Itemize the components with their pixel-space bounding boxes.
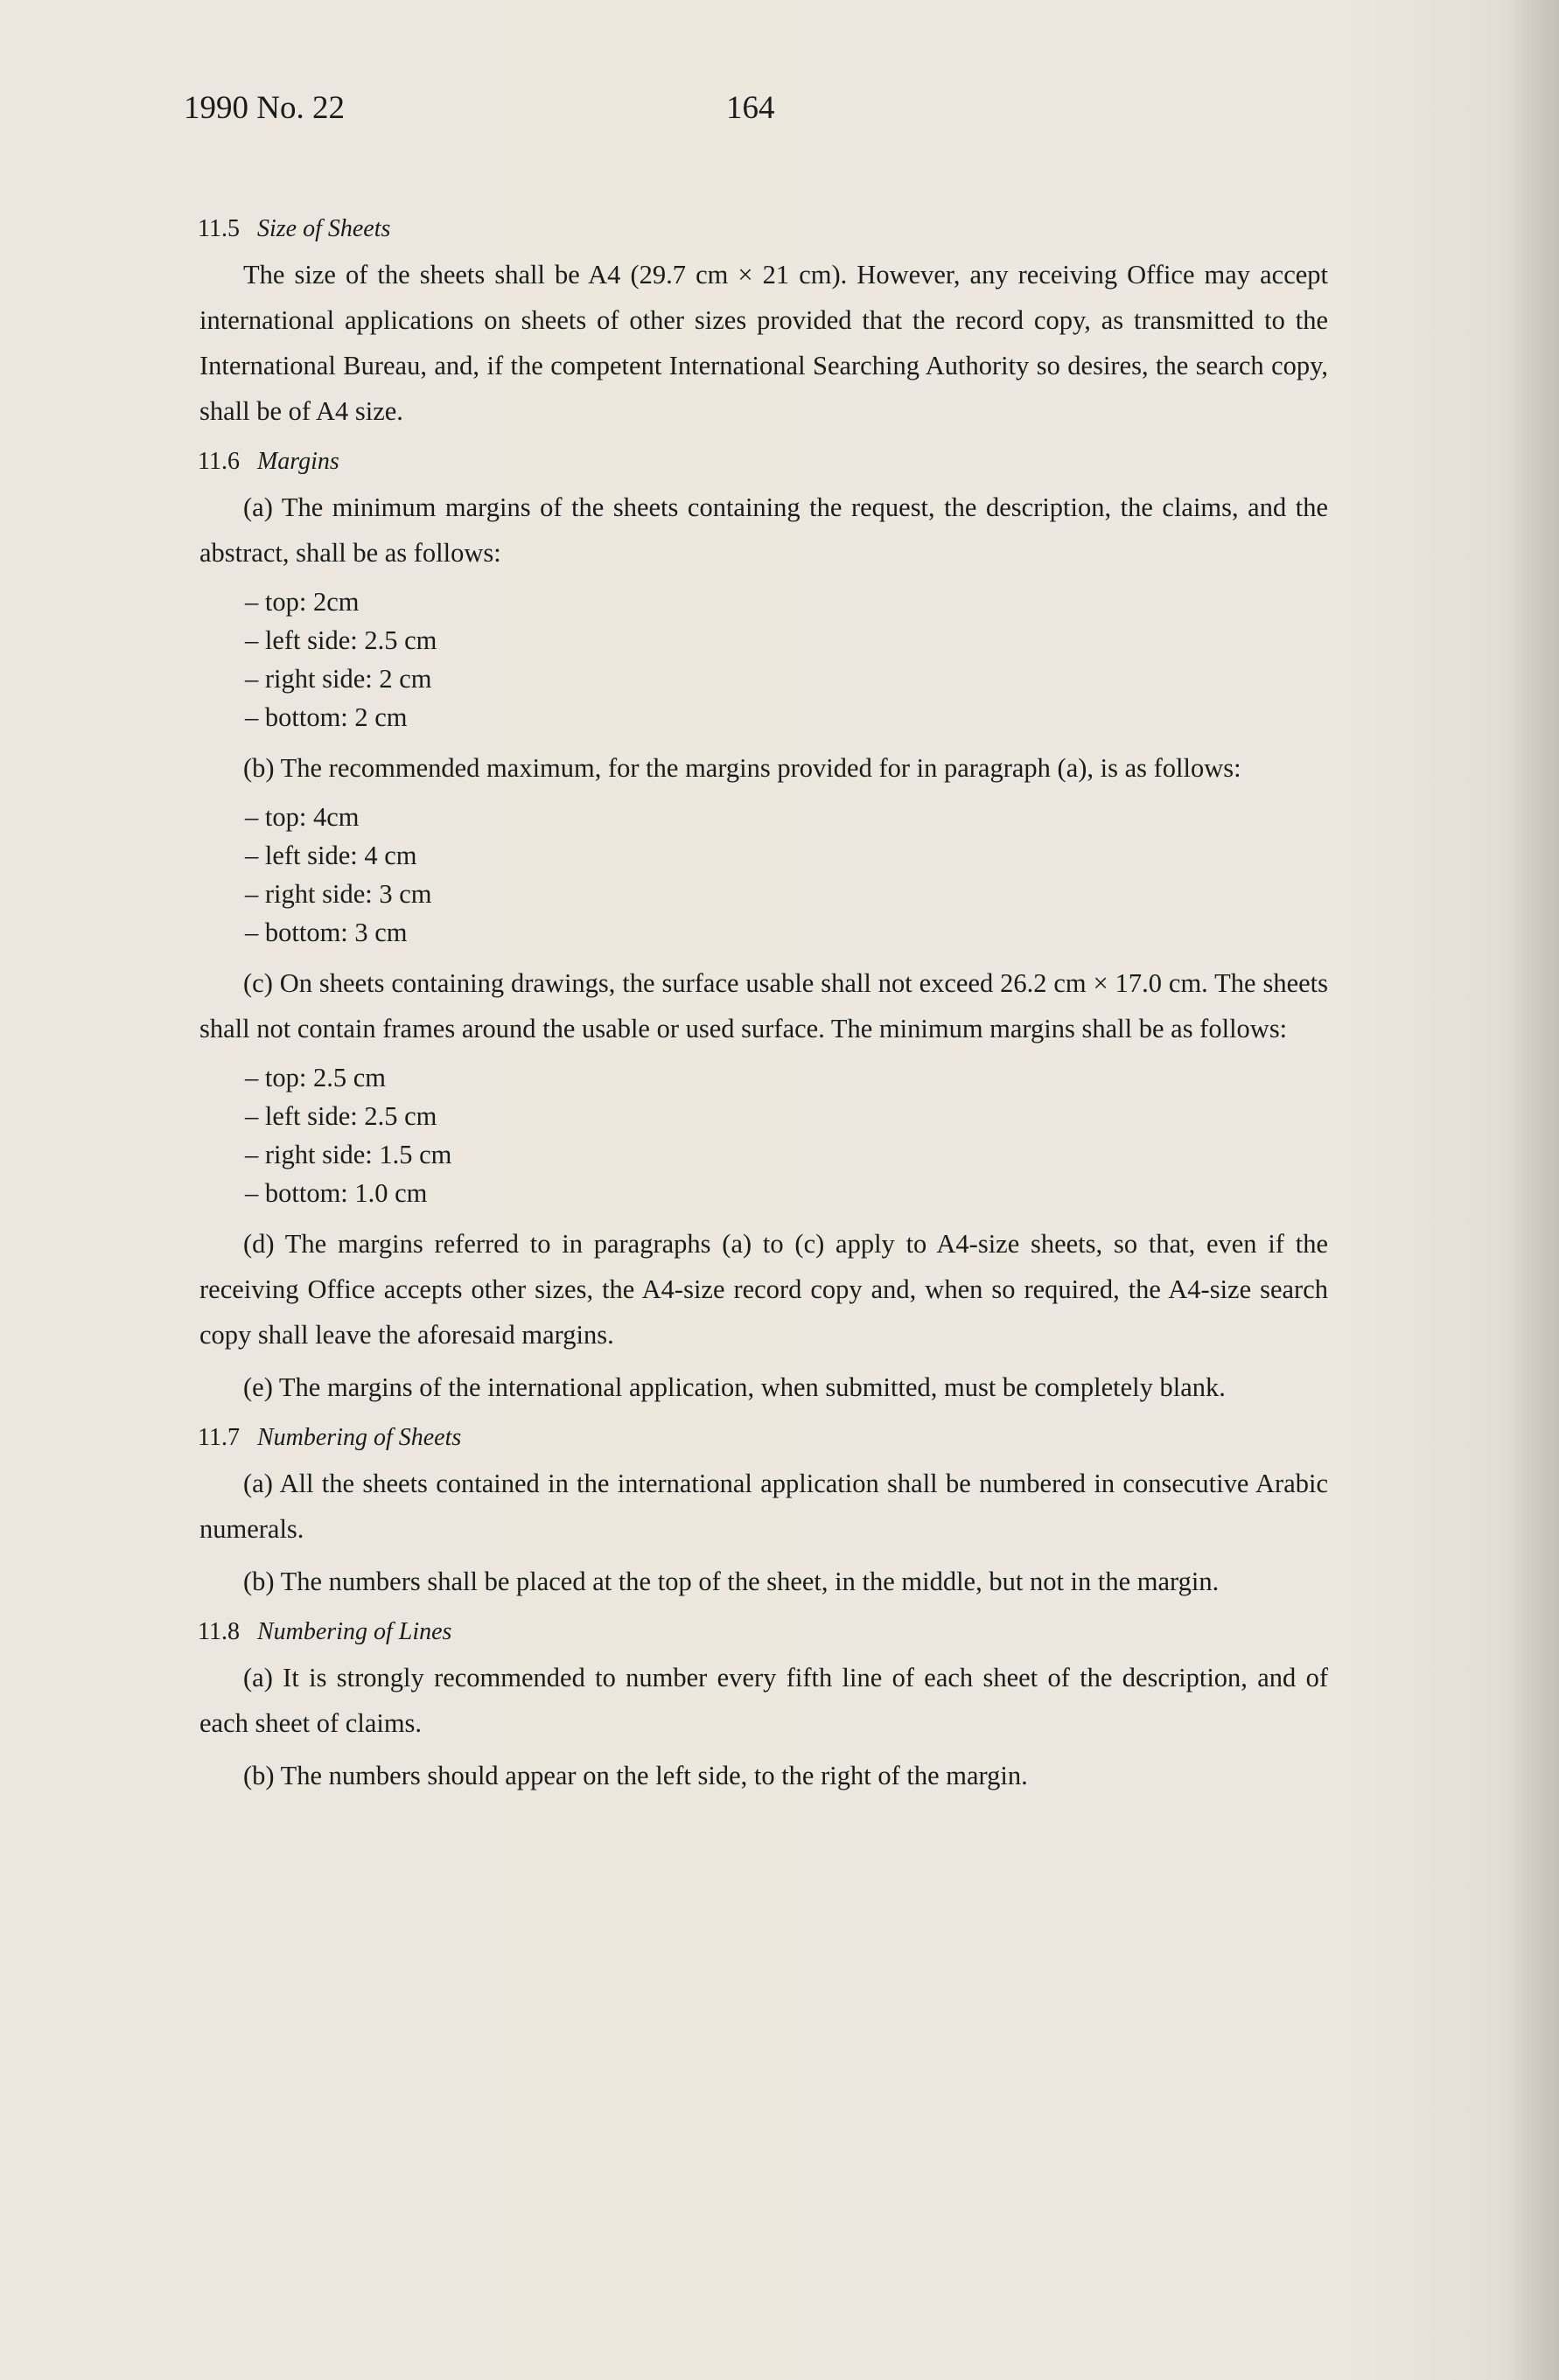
- header-year-number: 1990 No. 22: [184, 90, 345, 126]
- list-item: – left side: 4 cm: [245, 836, 1328, 875]
- body-text: [199, 208, 1328, 1805]
- section-heading-11-6: [198, 441, 1328, 483]
- list-item: – right side: 1.5 cm: [245, 1135, 1328, 1174]
- paragraph-numbering-lines-a: (a) It is strongly recommended to number every fifth line of each sheet of the description, and of each sheet of claims.: [199, 1663, 1328, 1738]
- section-heading-11-5: [198, 208, 1328, 250]
- list-item: – left side: 2.5 cm: [245, 1097, 1328, 1135]
- section-number: 11.5: [198, 215, 240, 242]
- section-title: Margins: [256, 448, 339, 475]
- list-item: – bottom: 2 cm: [245, 698, 1328, 736]
- list-item: – right side: 2 cm: [245, 660, 1328, 698]
- paragraph-numbering-lines-b: (b) The numbers should appear on the left side, to the right of the margin.: [243, 1761, 1028, 1790]
- section-number: 11.7: [198, 1424, 240, 1451]
- paragraph-margins-e: (e) The margins of the international application, when submitted, must be completely blank.: [243, 1372, 1226, 1402]
- list-item: – top: 2cm: [245, 583, 1328, 621]
- list-item: – bottom: 1.0 cm: [245, 1174, 1328, 1212]
- list-item: – top: 2.5 cm: [245, 1058, 1328, 1097]
- section-title: Numbering of Lines: [256, 1618, 452, 1645]
- paragraph-margins-a: (a) The minimum margins of the sheets containing the request, the description, the claims, and the abstract, shall be as follows:: [199, 492, 1328, 568]
- section-heading-11-7: [198, 1417, 1328, 1459]
- list-item: – left side: 2.5 cm: [245, 621, 1328, 660]
- list-item: – bottom: 3 cm: [245, 913, 1328, 952]
- section-number: 11.8: [198, 1618, 240, 1645]
- paragraph-numbering-sheets-b: (b) The numbers shall be placed at the top of the sheet, in the middle, but not in the margin.: [243, 1567, 1220, 1596]
- paragraph-margins-b: (b) The recommended maximum, for the margins provided for in paragraph (a), is as follows:: [243, 753, 1241, 783]
- paragraph-margins-d: (d) The margins referred to in paragraphs (a) to (c) apply to A4-size sheets, so that, even if the receiving Office accepts other sizes, the A4-size record copy and, when so required, the A4-size search copy shall leave the aforesaid margins.: [199, 1229, 1328, 1350]
- margins-list-b: [245, 798, 1328, 952]
- running-header: [184, 89, 1321, 133]
- page-binding-shadow: [1507, 0, 1559, 2380]
- section-heading-11-8: [198, 1611, 1328, 1653]
- paragraph-margins-c: (c) On sheets containing drawings, the surface usable shall not exceed 26.2 cm × 17.0 cm. The sheets shall not contain frames around the usable or used surface. The minimum margins shall be as follows:: [199, 968, 1328, 1043]
- paragraph-numbering-sheets-a: (a) All the sheets contained in the international application shall be numbered in consecutive Arabic numerals.: [199, 1469, 1328, 1544]
- section-title: Numbering of Sheets: [256, 1424, 462, 1451]
- section-title: Size of Sheets: [256, 215, 391, 242]
- page-number: 164: [726, 90, 775, 126]
- section-number: 11.6: [198, 448, 240, 475]
- margins-list-c: [245, 1058, 1328, 1212]
- paragraph-size-of-sheets: The size of the sheets shall be A4 (29.7 cm × 21 cm). However, any receiving Office may accept international applications on sheets of other sizes provided that the record copy, as transmitted to the International Bureau, and, if the competent International Searching Authority so desires, the search copy, shall be of A4 size.: [199, 260, 1328, 426]
- list-item: – right side: 3 cm: [245, 875, 1328, 913]
- margins-list-a: [245, 583, 1328, 736]
- list-item: – top: 4cm: [245, 798, 1328, 836]
